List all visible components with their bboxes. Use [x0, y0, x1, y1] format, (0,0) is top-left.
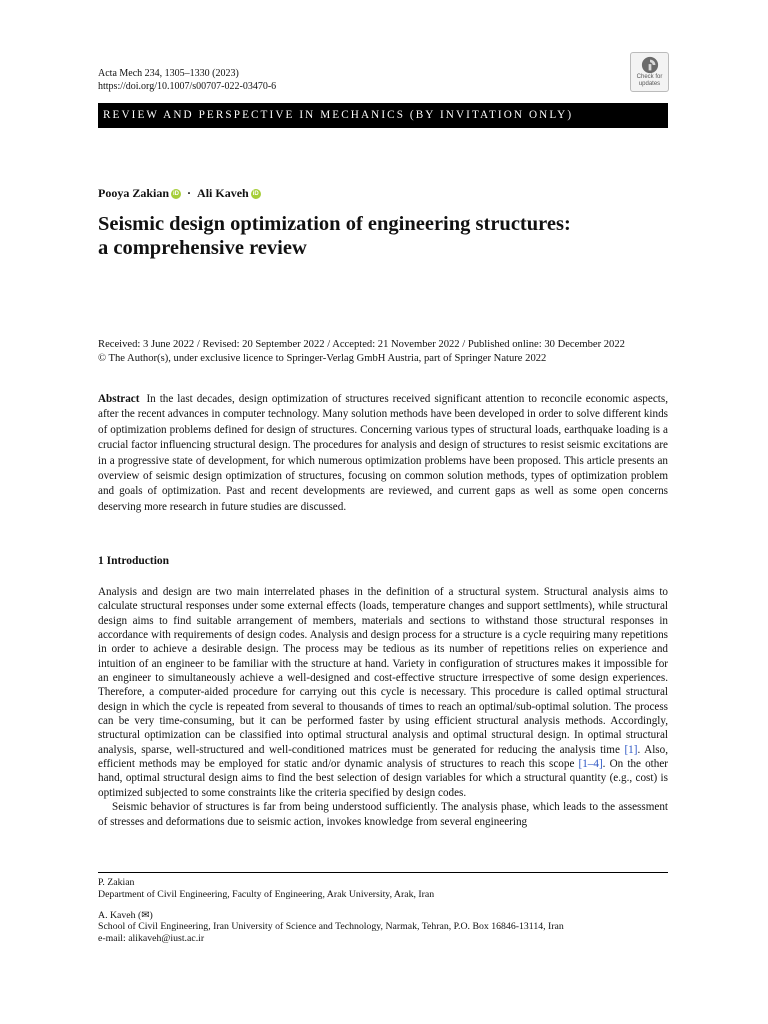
journal-citation: Acta Mech 234, 1305–1330 (2023) — [98, 68, 239, 79]
history-dates: Received: 3 June 2022 / Revised: 20 September 2022 / Accepted: 21 November 2022 / Published online: 30 December 2022 — [98, 339, 625, 350]
paragraph: Seismic behavior of structures is far from being understood sufficiently. The analysis phase, which leads to the assessment of stresses and deformations due to seismic action, invokes knowledge from several engineering — [98, 801, 668, 828]
citation-link[interactable]: [1] — [624, 743, 638, 756]
paragraph: Analysis and design are two main interrelated phases in the definition of a structural system. Structural analysis aims to calculate structural responses under some external effects (loads, temperature changes and support settlments), while structural design aims to find suitable arrangement of members, materials and sections to withstand those structural responses in accordance with requirements of design codes. Analysis and design process for a structure is a cycle requiring many repetitions in order to achieve a desirable design. The process may be tedious as its number of repetitions relies on experience and intuition of an engineer to be familiar with the structure at hand. Variety in configuration of structures makes it impossible for an engineer to simultaneously achieve a well-designed and cost-effective structure irrespective of some design experiences. Therefore, a computer-aided procedure for carrying out this cycle is necessary. This procedure is called optimal structural design in which the cycle is repeated from several to thousands of times to reach an optimal/sub-optimal solution. The process can be very time-consuming, but it can be performed faster by using efficient structural analysis methods. Accordingly, structural optimization can be classified into optimal structural analysis and optimal structural design. In optimal structural analysis, sparse, well-structured and well-conditioned matrices must be generated for reducing the analysis time [1]. Also, efficient methods may be employed for static and/or dynamic analysis of structures to reach this scope [1–4]. On the other hand, optimal structural design aims to find the best selection of design variables for which a structural quantity (e.g., cost) is optimized subjected to some constraints like the criteria specified by design codes. — [98, 586, 668, 799]
copyright-line: © The Author(s), under exclusive licence to Springer-Verlag GmbH Austria, part of Springer Nature 2022 — [98, 352, 547, 364]
doi-link[interactable]: https://doi.org/10.1007/s00707-022-03470-6 — [98, 80, 277, 92]
author-list — [98, 186, 261, 201]
citation-link[interactable]: [1–4] — [578, 758, 603, 771]
footnote-divider — [98, 872, 668, 873]
body-text — [98, 585, 668, 829]
affiliation-name: A. Kaveh (✉) — [98, 909, 153, 921]
crossmark-icon — [641, 56, 659, 74]
author-affiliations — [98, 877, 668, 945]
abstract — [98, 392, 668, 515]
author-separator: · — [187, 186, 192, 200]
journal-meta — [98, 68, 276, 93]
author-name[interactable]: Ali Kaveh — [197, 186, 249, 200]
abstract-text: In the last decades, design optimization of structures received significant attention to reconcile economic aspects, after the recent advances in computer technology. Many solution methods have been developed in order to solve different kinds of optimization problems defined for design of structures. Concerning various types of structural loads, earthquake loading is a crucial factor influencing structural design. The procedures for analysis and design of structures to resist seismic excitations are in a progressive state of development, for which numerous optimization problems have been proposed. This article presents an overview of seismic design optimization of structures, focusing on common solution methods, types of optimization problem and goals of optimization. Past and recent developments are reviewed, and current gaps as well as some open concerns deserving more research in future studies are discussed. — [98, 393, 668, 513]
author-name[interactable]: Pooya Zakian — [98, 186, 170, 200]
check-for-updates-badge[interactable] — [630, 52, 669, 92]
abstract-label: Abstract — [98, 393, 140, 405]
check-updates-label: Check for updates — [636, 74, 663, 87]
affiliation-address: School of Civil Engineering, Iran University of Science and Technology, Narmak, Tehran, P.O. Box 16846-13114, Iran — [98, 921, 564, 933]
publication-history — [98, 338, 668, 365]
article-title: Seismic design optimization of engineering structures: a comprehensive review — [98, 213, 571, 259]
affiliation-name: P. Zakian — [98, 877, 135, 888]
section-heading: 1 Introduction — [98, 555, 170, 567]
orcid-icon[interactable]: iD — [173, 190, 180, 197]
affiliation-address: Department of Civil Engineering, Faculty of Engineering, Arak University, Arak, Iran — [98, 888, 435, 900]
email-link[interactable]: e-mail: alikaveh@iust.ac.ir — [98, 933, 205, 945]
article-type-banner: REVIEW AND PERSPECTIVE IN MECHANICS (BY INVITATION ONLY) — [98, 103, 668, 128]
orcid-icon[interactable]: iD — [252, 190, 259, 197]
